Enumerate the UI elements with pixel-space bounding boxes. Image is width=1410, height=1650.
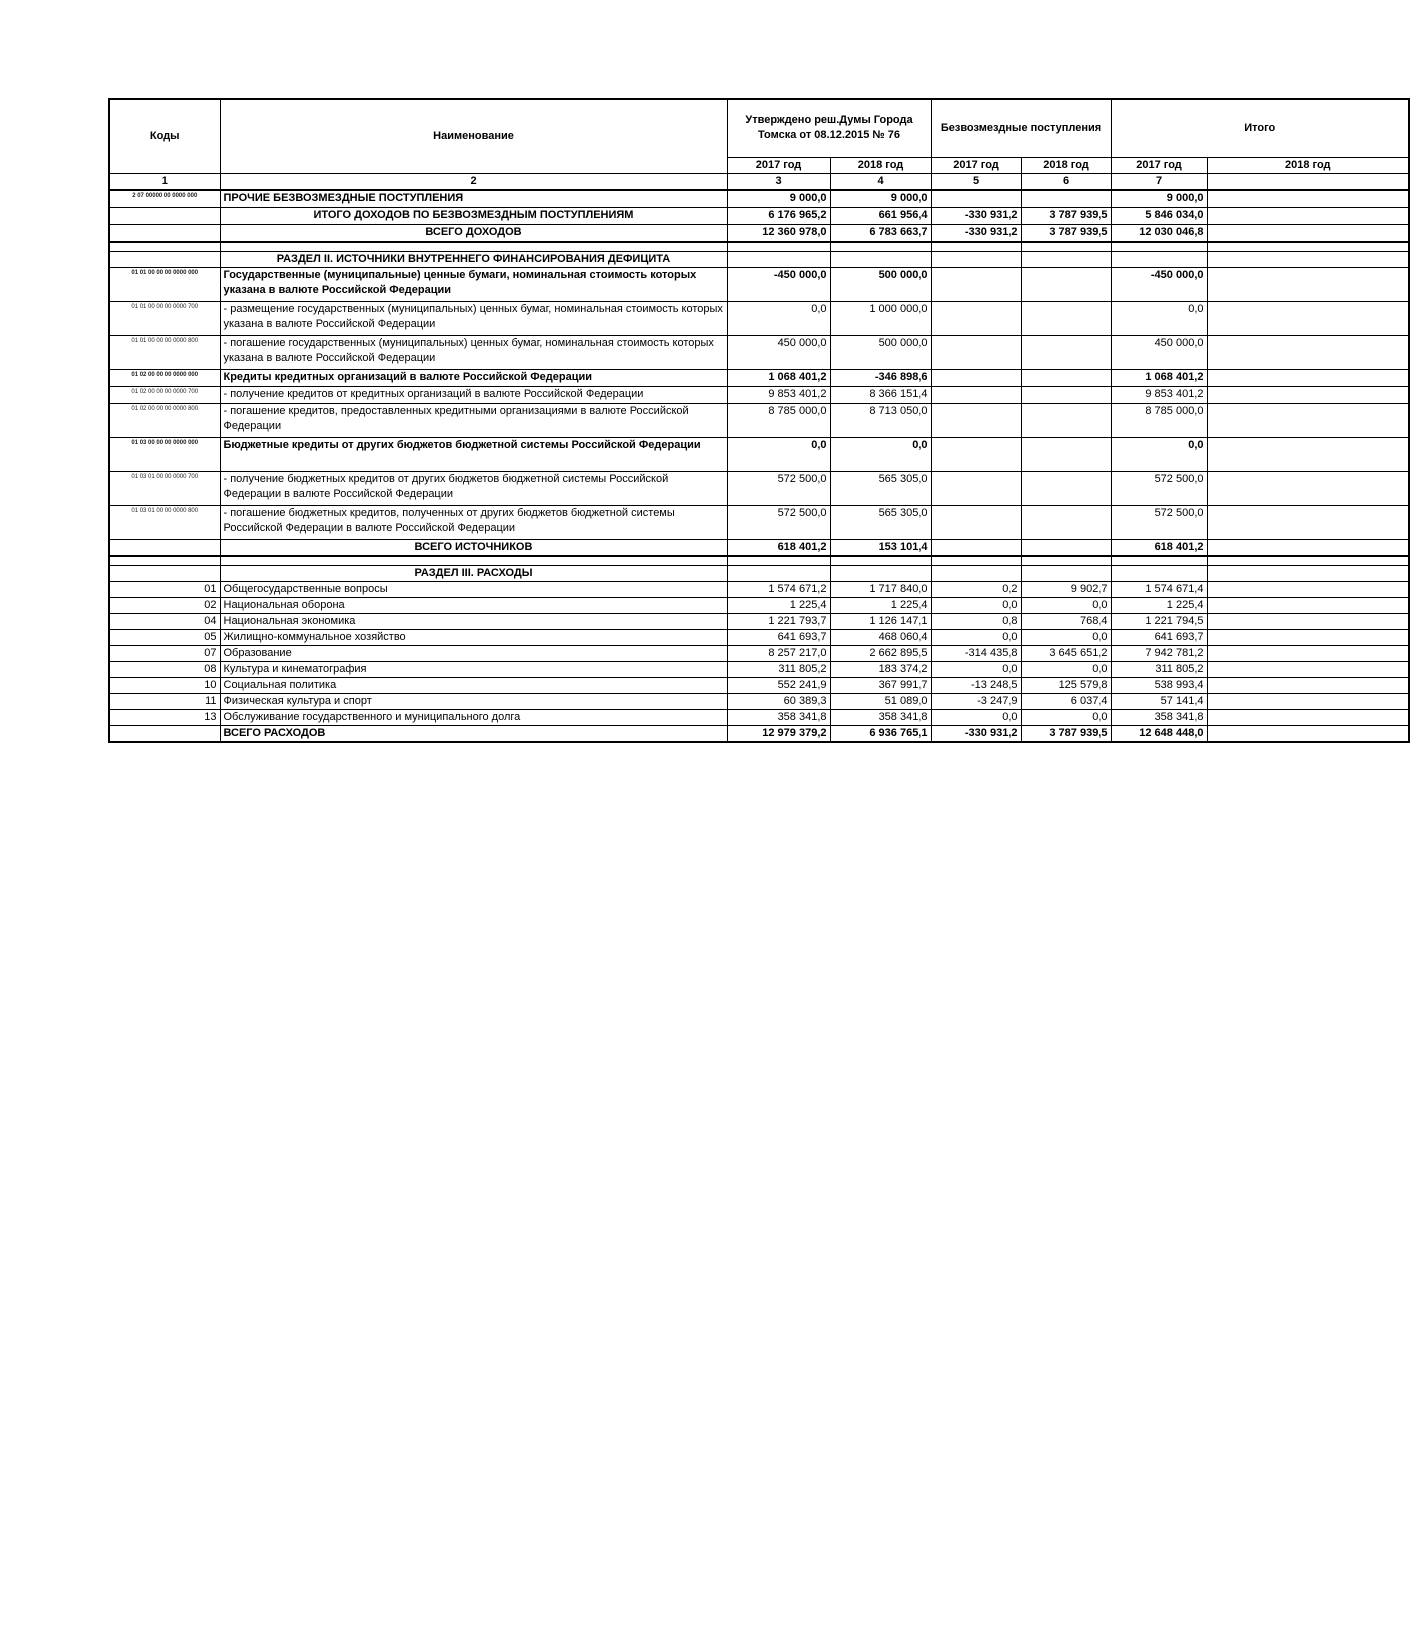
row-name: ВСЕГО ДОХОДОВ [220, 224, 727, 242]
row-value: 500 000,0 [830, 267, 931, 301]
row-code: 01 02 00 00 00 0000 700 [109, 386, 220, 403]
row-value: 367 991,7 [830, 677, 931, 693]
total-value [931, 539, 1021, 556]
row-value [931, 386, 1021, 403]
header-total: Итого [1111, 99, 1409, 157]
row-value [1021, 301, 1111, 335]
total-label: ВСЕГО РАСХОДОВ [220, 725, 727, 742]
row-value: 768,4 [1021, 613, 1111, 629]
row-value: 572 500,0 [1111, 471, 1207, 505]
row-name: Бюджетные кредиты от других бюджетов бюджетной системы Российской Федерации [220, 437, 727, 471]
row-name: Кредиты кредитных организаций в валюте Российской Федерации [220, 369, 727, 386]
row-value [931, 335, 1021, 369]
total-label: ВСЕГО ИСТОЧНИКОВ [220, 539, 727, 556]
row-value: 12 360 978,0 [727, 224, 830, 242]
row-value: 552 241,9 [727, 677, 830, 693]
row-value: 6 037,4 [1021, 693, 1111, 709]
column-number: 1 [109, 173, 220, 190]
header-year: 2017 год [1111, 157, 1207, 173]
row-value: 1 225,4 [1111, 597, 1207, 613]
row-value: 538 993,4 [1111, 677, 1207, 693]
budget-table-clip [108, 98, 1331, 800]
row-code: 08 [109, 661, 220, 677]
row-code: 01 03 01 00 00 0000 700 [109, 471, 220, 505]
row-value: -330 931,2 [931, 224, 1021, 242]
row-name: - размещение государственных (муниципальных) ценных бумаг, номинальная стоимость которых указана в валюте Российской Федерации [220, 301, 727, 335]
row-value: 1 225,4 [727, 597, 830, 613]
row-code: 02 [109, 597, 220, 613]
row-name: - получение бюджетных кредитов от других бюджетов бюджетной системы Российской Федерации в валюте Российской Федерации [220, 471, 727, 505]
table-row [109, 471, 1409, 505]
table-row [109, 693, 1409, 709]
row-value [931, 301, 1021, 335]
row-value: 1 574 671,4 [1111, 581, 1207, 597]
row-value: 9 000,0 [830, 190, 931, 208]
column-number: 6 [1021, 173, 1111, 190]
row-value: 2 662 895,5 [830, 645, 931, 661]
row-name: Национальная оборона [220, 597, 727, 613]
total-value: 12 979 379,2 [727, 725, 830, 742]
row-value: 468 060,4 [830, 629, 931, 645]
table-row [109, 661, 1409, 677]
row-value: 450 000,0 [727, 335, 830, 369]
table-row [109, 629, 1409, 645]
row-name: Общегосударственные вопросы [220, 581, 727, 597]
table-row [109, 335, 1409, 369]
row-code: 01 02 00 00 00 0000 800 [109, 403, 220, 437]
table-row [109, 224, 1409, 242]
row-value: 641 693,7 [1111, 629, 1207, 645]
row-name: Государственные (муниципальные) ценные бумаги, номинальная стоимость которых указана в валюте Российской Федерации [220, 267, 727, 301]
spacer-row [109, 242, 1409, 252]
row-value: 0,0 [931, 597, 1021, 613]
row-value: 641 693,7 [727, 629, 830, 645]
row-value: 0,0 [1021, 629, 1111, 645]
row-value: -346 898,6 [830, 369, 931, 386]
column-number: 3 [727, 173, 830, 190]
row-value [1021, 505, 1111, 539]
row-code: 01 01 00 00 00 0000 700 [109, 301, 220, 335]
table-row [109, 613, 1409, 629]
row-value: 0,0 [830, 437, 931, 471]
row-code [109, 224, 220, 242]
row-value: 12 030 046,8 [1111, 224, 1207, 242]
row-value: 565 305,0 [830, 471, 931, 505]
section-title: РАЗДЕЛ III. РАСХОДЫ [220, 565, 727, 581]
table-row [109, 301, 1409, 335]
row-name: Физическая культура и спорт [220, 693, 727, 709]
row-value: 57 141,4 [1111, 693, 1207, 709]
row-value: 0,8 [931, 613, 1021, 629]
table-row [109, 597, 1409, 613]
table-row [109, 709, 1409, 725]
row-value: 1 126 147,1 [830, 613, 931, 629]
row-code: 01 03 01 00 00 0000 800 [109, 505, 220, 539]
row-value: 8 785 000,0 [1111, 403, 1207, 437]
section-title: РАЗДЕЛ II. ИСТОЧНИКИ ВНУТРЕННЕГО ФИНАНСИРОВАНИЯ ДЕФИЦИТА [220, 251, 727, 267]
row-value: 3 645 651,2 [1021, 645, 1111, 661]
row-value: 1 068 401,2 [727, 369, 830, 386]
row-value: -314 435,8 [931, 645, 1021, 661]
total-value [1021, 539, 1111, 556]
total-row [109, 725, 1409, 742]
header-year: 2018 год [1207, 157, 1409, 173]
row-code: 01 03 00 00 00 0000 000 [109, 437, 220, 471]
table-row [109, 403, 1409, 437]
row-value: 661 956,4 [830, 207, 931, 224]
row-value: 8 366 151,4 [830, 386, 931, 403]
section-title-row [109, 251, 1409, 267]
row-value [931, 369, 1021, 386]
row-value: 3 787 939,5 [1021, 224, 1111, 242]
row-name: ИТОГО ДОХОДОВ ПО БЕЗВОЗМЕЗДНЫМ ПОСТУПЛЕНИЯМ [220, 207, 727, 224]
header-year: 2017 год [727, 157, 830, 173]
total-value: 153 101,4 [830, 539, 931, 556]
row-value: 0,0 [1111, 437, 1207, 471]
row-value: 0,0 [1021, 661, 1111, 677]
column-number: 5 [931, 173, 1021, 190]
row-value: 6 783 663,7 [830, 224, 931, 242]
row-value: 1 574 671,2 [727, 581, 830, 597]
row-code: 2 07 00000 00 0000 000 [109, 190, 220, 208]
row-name: Национальная экономика [220, 613, 727, 629]
row-value: 572 500,0 [727, 471, 830, 505]
section-title-row [109, 565, 1409, 581]
total-value: 12 648 448,0 [1111, 725, 1207, 742]
row-name: - получение кредитов от кредитных организаций в валюте Российской Федерации [220, 386, 727, 403]
header-year: 2018 год [830, 157, 931, 173]
row-value [1021, 386, 1111, 403]
table-row [109, 369, 1409, 386]
header-free: Безвозмездные поступления [931, 99, 1111, 157]
row-value: -13 248,5 [931, 677, 1021, 693]
table-row [109, 437, 1409, 471]
row-value: 358 341,8 [1111, 709, 1207, 725]
row-name: Жилищно-коммунальное хозяйство [220, 629, 727, 645]
row-name: - погашение кредитов, предоставленных кредитными организациями в валюте Российской Федерации [220, 403, 727, 437]
header-name: Наименование [220, 99, 727, 173]
row-value: 7 942 781,2 [1111, 645, 1207, 661]
budget-table [108, 98, 1410, 743]
row-value: -3 247,9 [931, 693, 1021, 709]
row-code: 01 01 00 00 00 0000 000 [109, 267, 220, 301]
row-value [1021, 267, 1111, 301]
table-row [109, 505, 1409, 539]
total-value: 3 787 939,5 [1021, 725, 1111, 742]
total-value: -330 931,2 [931, 725, 1021, 742]
row-name: ПРОЧИЕ БЕЗВОЗМЕЗДНЫЕ ПОСТУПЛЕНИЯ [220, 190, 727, 208]
row-value: 0,0 [1111, 301, 1207, 335]
table-row [109, 190, 1409, 208]
row-value: 500 000,0 [830, 335, 931, 369]
row-value: 358 341,8 [830, 709, 931, 725]
row-value: 0,0 [1021, 709, 1111, 725]
row-name: Социальная политика [220, 677, 727, 693]
row-value: -330 931,2 [931, 207, 1021, 224]
row-value: -450 000,0 [727, 267, 830, 301]
row-value [931, 505, 1021, 539]
row-value [931, 437, 1021, 471]
row-value: 572 500,0 [727, 505, 830, 539]
row-value: 358 341,8 [727, 709, 830, 725]
row-name: Образование [220, 645, 727, 661]
row-value [1021, 471, 1111, 505]
header-year: 2018 год [1021, 157, 1111, 173]
total-value: 618 401,2 [1111, 539, 1207, 556]
row-name: Обслуживание государственного и муниципального долга [220, 709, 727, 725]
row-value: 183 374,2 [830, 661, 931, 677]
row-value: 9 853 401,2 [1111, 386, 1207, 403]
row-value: 125 579,8 [1021, 677, 1111, 693]
total-value: 618 401,2 [727, 539, 830, 556]
row-code: 01 01 00 00 00 0000 800 [109, 335, 220, 369]
table-row [109, 677, 1409, 693]
row-code: 07 [109, 645, 220, 661]
row-code: 13 [109, 709, 220, 725]
row-value: 0,0 [1021, 597, 1111, 613]
row-value: 0,0 [727, 301, 830, 335]
row-value: 8 785 000,0 [727, 403, 830, 437]
row-name: - погашение бюджетных кредитов, полученных от других бюджетов бюджетной системы Российской Федерации в валюте Российской Федерации [220, 505, 727, 539]
column-number: 7 [1111, 173, 1207, 190]
row-value [931, 267, 1021, 301]
row-value: 60 389,3 [727, 693, 830, 709]
header-year: 2017 год [931, 157, 1021, 173]
table-row [109, 386, 1409, 403]
row-name: Культура и кинематография [220, 661, 727, 677]
header-codes: Коды [109, 99, 220, 173]
row-value [1021, 437, 1111, 471]
row-code [109, 207, 220, 224]
column-number: 4 [830, 173, 931, 190]
row-value: 311 805,2 [727, 661, 830, 677]
row-code: 01 02 00 00 00 0000 000 [109, 369, 220, 386]
table-row [109, 581, 1409, 597]
row-value: 0,0 [727, 437, 830, 471]
row-value: 9 853 401,2 [727, 386, 830, 403]
row-code: 11 [109, 693, 220, 709]
row-value: 5 846 034,0 [1111, 207, 1207, 224]
row-value: 51 089,0 [830, 693, 931, 709]
row-value: 9 000,0 [727, 190, 830, 208]
table-row [109, 207, 1409, 224]
row-value: 3 787 939,5 [1021, 207, 1111, 224]
row-value: 9 902,7 [1021, 581, 1111, 597]
row-value [1021, 190, 1111, 208]
row-value: 9 000,0 [1111, 190, 1207, 208]
row-value: 311 805,2 [1111, 661, 1207, 677]
header-row [109, 99, 1409, 157]
column-number-row [109, 173, 1409, 190]
row-value [1021, 403, 1111, 437]
row-code: 01 [109, 581, 220, 597]
row-name: - погашение государственных (муниципальных) ценных бумаг, номинальная стоимость которых указана в валюте Российской Федерации [220, 335, 727, 369]
row-value: 1 000 000,0 [830, 301, 931, 335]
table-row [109, 267, 1409, 301]
total-row [109, 539, 1409, 556]
row-value: 1 717 840,0 [830, 581, 931, 597]
total-value: 6 936 765,1 [830, 725, 931, 742]
row-value [931, 471, 1021, 505]
row-value: 572 500,0 [1111, 505, 1207, 539]
spacer-row [109, 556, 1409, 566]
row-value: 0,2 [931, 581, 1021, 597]
row-value: 8 713 050,0 [830, 403, 931, 437]
row-code: 05 [109, 629, 220, 645]
row-value [931, 190, 1021, 208]
row-value: 1 221 793,7 [727, 613, 830, 629]
row-value: 450 000,0 [1111, 335, 1207, 369]
row-value: 8 257 217,0 [727, 645, 830, 661]
row-code: 10 [109, 677, 220, 693]
row-value [931, 403, 1021, 437]
row-value [1021, 369, 1111, 386]
column-number: 2 [220, 173, 727, 190]
row-value: 0,0 [931, 709, 1021, 725]
row-value: 565 305,0 [830, 505, 931, 539]
row-value [1021, 335, 1111, 369]
row-value: 1 221 794,5 [1111, 613, 1207, 629]
header-approved: Утверждено реш.Думы Города Томска от 08.12.2015 № 76 [727, 99, 931, 157]
row-code: 04 [109, 613, 220, 629]
row-value: 1 068 401,2 [1111, 369, 1207, 386]
row-value: 0,0 [931, 661, 1021, 677]
table-row [109, 645, 1409, 661]
row-value: -450 000,0 [1111, 267, 1207, 301]
row-value: 0,0 [931, 629, 1021, 645]
row-value: 6 176 965,2 [727, 207, 830, 224]
row-value: 1 225,4 [830, 597, 931, 613]
